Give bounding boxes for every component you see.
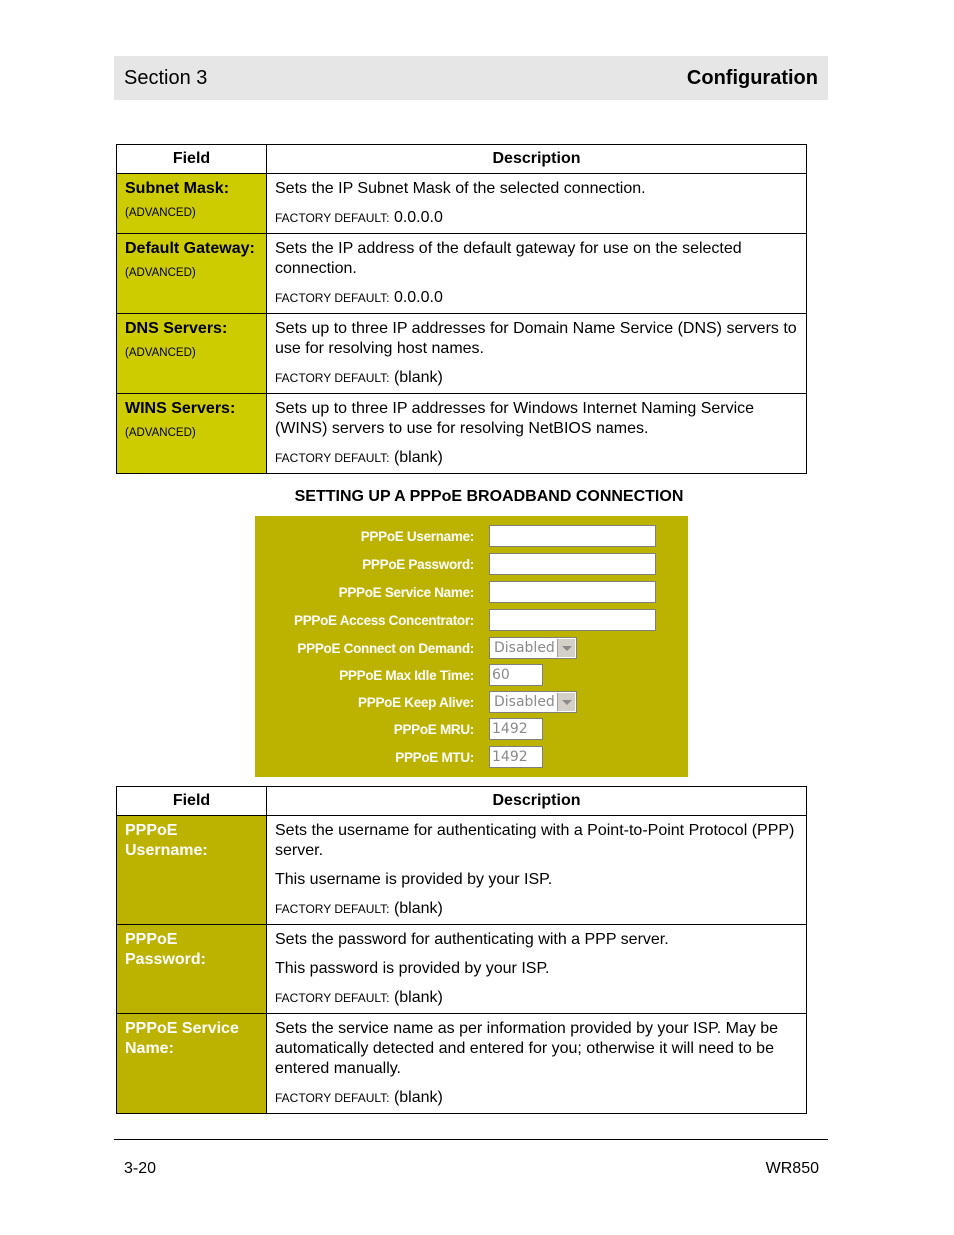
description-text: Sets the username for authenticating with a Point-to-Point Protocol (PPP) server. [275,822,795,859]
factory-default-label: FACTORY DEFAULT: [275,371,390,385]
advanced-fields-table [116,144,807,474]
pppoe-max-idle-time-label: PPPoE Max Idle Time: [339,668,474,683]
pppoe-keep-alive-label: PPPoE Keep Alive: [358,695,474,710]
field-name: Subnet Mask: [125,180,230,197]
field-name: DNS Servers: [125,320,228,337]
pppoe-connect-on-demand-row [255,637,688,661]
page-header [114,56,828,100]
column-header-description: Description [267,145,807,174]
pppoe-username-row [255,525,688,549]
factory-default-value: 0.0.0.0 [393,289,443,306]
description-cell [267,925,807,1014]
pppoe-mtu-label: PPPoE MTU: [395,750,474,765]
field-name: WINS Servers: [125,400,236,417]
pppoe-access-concentrator-input[interactable] [489,609,656,631]
pppoe-connect-on-demand-label: PPPoE Connect on Demand: [297,641,474,656]
pppoe-max-idle-time-row [255,664,688,688]
pppoe-mru-row [255,718,688,742]
table-row [117,234,807,314]
factory-default-value: 0.0.0.0 [393,209,443,226]
table-row [117,816,807,925]
factory-default-label: FACTORY DEFAULT: [275,902,390,916]
description-text: Sets the IP Subnet Mask of the selected connection. [275,180,646,197]
pppoe-fields-table [116,786,807,1114]
column-header-field: Field [117,787,267,816]
factory-default-value: (blank) [393,369,443,386]
description-text: This password is provided by your ISP. [275,960,550,977]
description-cell [267,394,807,474]
description-text: Sets the service name as per information provided by your ISP. May be automatically detected and entered for you; otherwise it will need to be entered manually. [275,1020,779,1077]
pppoe-service-name-row [255,581,688,605]
section-caption: SETTING UP A PPPoE BROADBAND CONNECTION [294,488,684,505]
field-name: Default Gateway: [125,240,255,257]
description-cell [267,314,807,394]
field-cell [117,816,267,925]
pppoe-mtu-row [255,746,688,770]
advanced-tag: (ADVANCED) [125,207,196,219]
pppoe-max-idle-time-input[interactable]: 60 [489,664,543,686]
field-cell [117,314,267,394]
field-cell [117,234,267,314]
chevron-down-icon[interactable] [557,693,575,711]
description-cell [267,1014,807,1114]
description-cell [267,174,807,234]
factory-default-value: (blank) [393,989,443,1006]
pppoe-username-label: PPPoE Username: [360,529,474,544]
column-header-description: Description [267,787,807,816]
advanced-tag: (ADVANCED) [125,347,196,359]
pppoe-service-name-input[interactable] [489,581,656,603]
description-text: Sets up to three IP addresses for Domain Name Service (DNS) servers to use for resolving host names. [275,320,797,357]
table-row [117,1014,807,1114]
description-text: Sets the password for authenticating with a PPP server. [275,931,669,948]
model-name: WR850 [765,1160,819,1177]
description-text: Sets up to three IP addresses for Windows Internet Naming Service (WINS) servers to use for resolving NetBIOS names. [275,400,755,437]
description-cell [267,816,807,925]
pppoe-mtu-input[interactable]: 1492 [489,746,543,768]
pppoe-mru-input[interactable]: 1492 [489,718,543,740]
factory-default-label: FACTORY DEFAULT: [275,991,390,1005]
table-header-row [117,787,807,816]
factory-default-label: FACTORY DEFAULT: [275,1091,390,1105]
field-cell [117,925,267,1014]
description-cell [267,234,807,314]
factory-default-value: (blank) [393,900,443,917]
table-header-row [117,145,807,174]
factory-default-value: (blank) [393,1089,443,1106]
pppoe-password-label: PPPoE Password: [362,557,474,572]
pppoe-settings-panel [255,516,688,777]
pppoe-keep-alive-select[interactable] [489,691,577,713]
description-text: This username is provided by your ISP. [275,871,553,888]
pppoe-password-input[interactable] [489,553,656,575]
table-row [117,314,807,394]
chevron-down-icon[interactable] [557,639,575,657]
factory-default-label: FACTORY DEFAULT: [275,451,390,465]
advanced-tag: (ADVANCED) [125,427,196,439]
description-text: Sets the IP address of the default gateway for use on the selected connection. [275,240,742,277]
field-name: PPPoE Password: [125,931,206,968]
factory-default-label: FACTORY DEFAULT: [275,211,390,225]
field-cell [117,1014,267,1114]
pppoe-access-concentrator-row [255,609,688,633]
section-label: Section 3 [124,67,208,89]
select-value: Disabled [494,694,555,710]
field-name: PPPoE Username: [125,822,208,859]
pppoe-mru-label: PPPoE MRU: [393,722,474,737]
field-name: PPPoE Service Name: [125,1020,239,1057]
pppoe-keep-alive-row [255,691,688,715]
table-row [117,925,807,1014]
field-cell [117,174,267,234]
column-header-field: Field [117,145,267,174]
pppoe-access-concentrator-label: PPPoE Access Concentrator: [293,613,474,628]
page-number: 3-20 [124,1160,157,1177]
pppoe-username-input[interactable] [489,525,656,547]
footer-divider [114,1139,828,1140]
factory-default-value: (blank) [393,449,443,466]
table-row [117,394,807,474]
field-cell [117,394,267,474]
pppoe-password-row [255,553,688,577]
factory-default-label: FACTORY DEFAULT: [275,291,390,305]
advanced-tag: (ADVANCED) [125,267,196,279]
pppoe-service-name-label: PPPoE Service Name: [338,585,474,600]
pppoe-connect-on-demand-select[interactable] [489,637,577,659]
select-value: Disabled [494,640,555,656]
page-title: Configuration [686,67,818,89]
table-row [117,174,807,234]
